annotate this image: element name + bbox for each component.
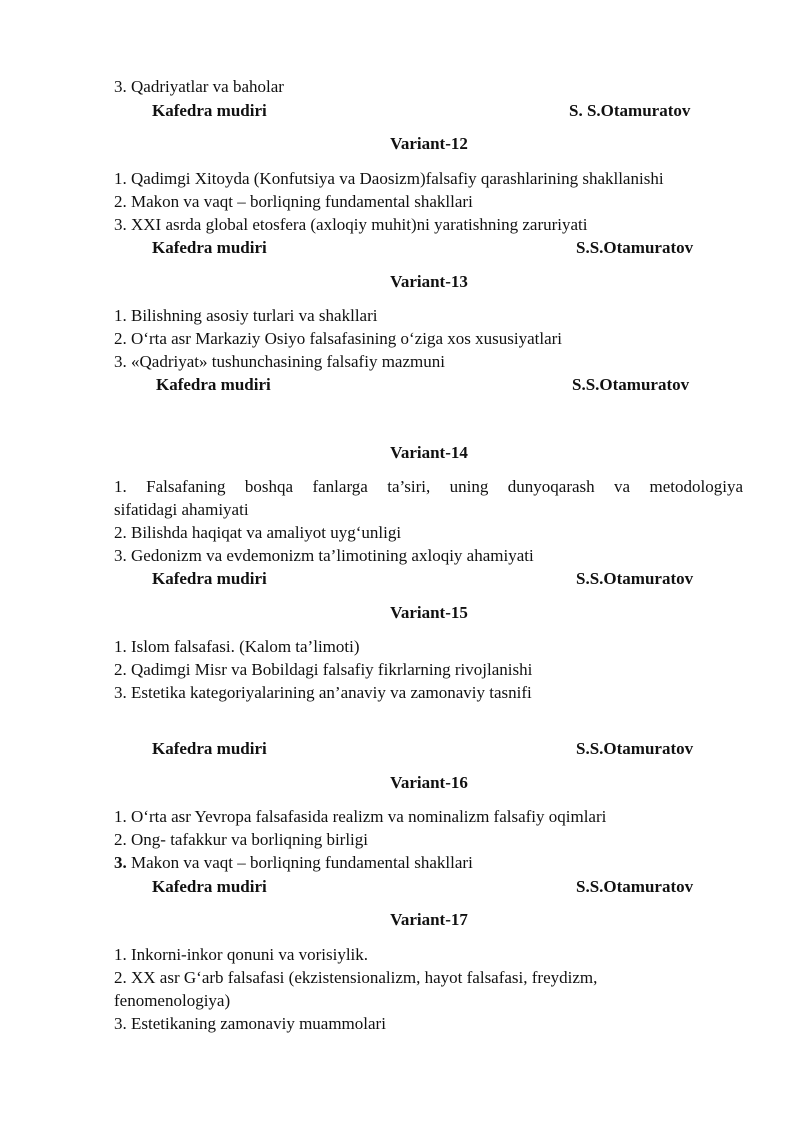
question-line: 3. Gedonizm va evdemonizm ta’limotining axloqiy ahamiyati xyxy=(114,546,534,565)
signature-label: Kafedra mudiri xyxy=(152,101,267,120)
question-line: 1. Qadimgi Xitoyda (Konfutsiya va Daosizm)falsafiy qarashlarining shakllanishi xyxy=(114,169,664,188)
signature-name: S. S.Otamuratov xyxy=(569,101,691,120)
signature-label: Kafedra mudiri xyxy=(152,569,267,588)
signature-label: Kafedra mudiri xyxy=(152,877,267,896)
signature-name: S.S.Otamuratov xyxy=(576,569,694,588)
question-line: 3. Estetikaning zamonaviy muammolari xyxy=(114,1014,386,1033)
signature-name: S.S.Otamuratov xyxy=(576,739,694,758)
variant-title: Variant-16 xyxy=(390,773,468,792)
question-line: 3. Estetika kategoriyalarining an’anaviy va zamonaviy tasnifi xyxy=(114,683,532,702)
question-line: 2. Bilishda haqiqat va amaliyot uyg‘unligi xyxy=(114,523,402,542)
signature-name: S.S.Otamuratov xyxy=(576,877,694,896)
question-line: 2. Qadimgi Misr va Bobildagi falsafiy fikrlarning rivojlanishi xyxy=(114,660,533,679)
question-line: 3. Qadriyatlar va baholar xyxy=(114,77,284,96)
question-line: 1. O‘rta asr Yevropa falsafasida realizm va nominalizm falsafiy oqimlari xyxy=(114,807,607,826)
question-text: Makon va vaqt – borliqning fundamental shakllari xyxy=(126,853,473,872)
question-line: 3. XXI asrda global etosfera (axloqiy muhit)ni yaratishning zaruriyati xyxy=(114,215,588,234)
variant-title: Variant-12 xyxy=(390,134,468,153)
question-line xyxy=(114,853,473,873)
question-line: 1. Inkorni-inkor qonuni va vorisiylik. xyxy=(114,945,369,964)
variant-title: Variant-14 xyxy=(390,443,468,462)
question-line: 3. «Qadriyat» tushunchasining falsafiy mazmuni xyxy=(114,352,445,371)
signature-label: Kafedra mudiri xyxy=(152,238,267,257)
signature-name: S.S.Otamuratov xyxy=(572,375,690,394)
question-line: 1. Falsafaning boshqa fanlarga ta’siri, uning dunyoqarash va metodologiya xyxy=(114,477,743,496)
question-number: 3. xyxy=(114,853,127,872)
question-line: 1. Bilishning asosiy turlari va shakllari xyxy=(114,306,378,325)
question-line-continued: fenomenologiya) xyxy=(114,991,231,1010)
question-line: 2. XX asr G‘arb falsafasi (ekzistensionalizm, hayot falsafasi, freydizm, xyxy=(114,968,598,987)
variant-title: Variant-15 xyxy=(390,603,468,622)
signature-label: Kafedra mudiri xyxy=(152,739,267,758)
signature-label: Kafedra mudiri xyxy=(156,375,271,394)
question-line-continued: sifatidagi ahamiyati xyxy=(114,500,249,519)
question-line: 1. Islom falsafasi. (Kalom ta’limoti) xyxy=(114,637,360,656)
variant-title: Variant-13 xyxy=(390,272,468,291)
question-line: 2. Makon va vaqt – borliqning fundamental shakllari xyxy=(114,192,473,211)
question-line: 2. O‘rta asr Markaziy Osiyo falsafasining o‘ziga xos xususiyatlari xyxy=(114,329,563,348)
question-line: 2. Ong- tafakkur va borliqning birligi xyxy=(114,830,369,849)
signature-name: S.S.Otamuratov xyxy=(576,238,694,257)
variant-title: Variant-17 xyxy=(390,910,468,929)
